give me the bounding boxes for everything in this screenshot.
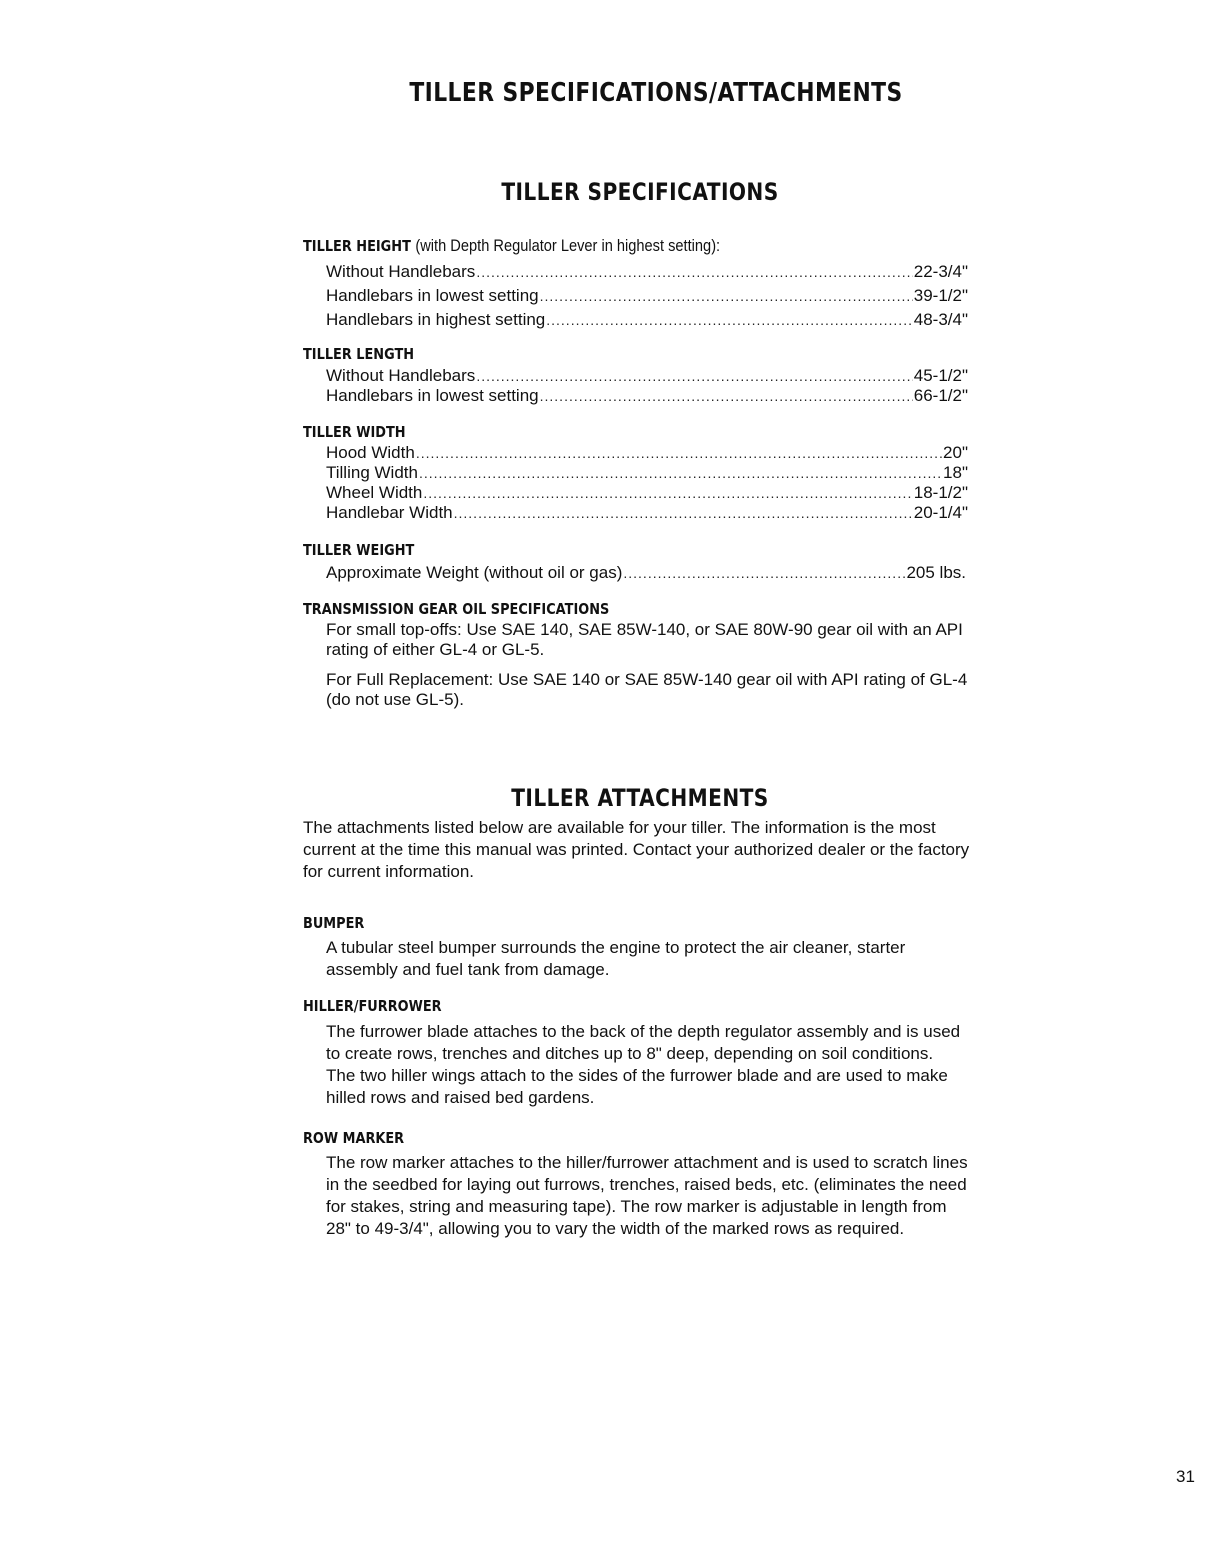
gear-oil-topoff: For small top-offs: Use SAE 140, SAE 85W-140, or SAE 80W-90 gear oil with an API rating of either GL-4 or GL-5. [326, 620, 963, 659]
spec-row [326, 483, 968, 503]
gear-oil-replacement: For Full Replacement: Use SAE 140 or SAE 85W-140 gear oil with API rating of GL-4 (do not use GL-5). [326, 670, 968, 709]
gear-oil-heading: TRANSMISSION GEAR OIL SPECIFICATIONS [303, 600, 610, 618]
spec-value: 205 lbs. [906, 563, 966, 582]
tiller-width-list [326, 443, 968, 523]
leader-dots [476, 262, 912, 282]
spec-label: Without Handlebars [326, 262, 476, 281]
spec-value: 22-3/4" [913, 262, 968, 281]
spec-row [326, 503, 968, 523]
attachments-title: TILLER ATTACHMENTS [511, 784, 769, 812]
tiller-weight-list [326, 563, 966, 583]
hiller-furrower-heading: HILLER/FURROWER [303, 997, 442, 1015]
tiller-height-label: TILLER HEIGHT [303, 237, 411, 255]
spec-label: Wheel Width [326, 483, 423, 502]
leader-dots [476, 366, 912, 386]
spec-row [326, 563, 966, 583]
leader-dots [454, 503, 913, 523]
tiller-width-heading: TILLER WIDTH [303, 423, 406, 441]
hiller-furrower-text: The furrower blade attaches to the back of the depth regulator assembly and is used to create rows, trenches and ditches up to 8" deep, depending on soil conditions. The two hiller wings attach to the sides of the furrower blade and are used to make hilled rows and raised bed gardens. [326, 1022, 961, 1107]
row-marker-text: The row marker attaches to the hiller/furrower attachment and is used to scratch lines in the seedbed for laying out furrows, trenches, raised beds, etc. (eliminates the need for stakes, string and measuring tape). The row marker is adjustable in length from 28" to 49-3/4", allowing you to vary the width of the marked rows as required. [326, 1153, 968, 1238]
bumper-heading: BUMPER [303, 914, 365, 932]
spec-value: 18" [943, 463, 968, 482]
leader-dots [623, 563, 905, 583]
specifications-title: TILLER SPECIFICATIONS [501, 178, 779, 206]
spec-row [326, 366, 968, 386]
spec-value: 45-1/2" [913, 366, 968, 385]
spec-label: Handlebars in highest setting [326, 310, 546, 329]
spec-value: 18-1/2" [913, 483, 968, 502]
spec-row [326, 310, 968, 330]
spec-label: Approximate Weight (without oil or gas) [326, 563, 623, 582]
leader-dots [546, 310, 913, 330]
page-number: 31 [1176, 1467, 1195, 1486]
spec-label: Handlebars in lowest setting [326, 286, 539, 305]
row-marker-heading: ROW MARKER [303, 1129, 405, 1147]
spec-value: 48-3/4" [913, 310, 968, 329]
spec-value: 66-1/2" [913, 386, 968, 405]
spec-value: 20" [943, 443, 968, 462]
tiller-length-heading: TILLER LENGTH [303, 345, 415, 363]
spec-row [326, 286, 968, 306]
bumper-text: A tubular steel bumper surrounds the engine to protect the air cleaner, starter assembly and fuel tank from damage. [326, 938, 906, 979]
tiller-height-list [326, 262, 968, 330]
spec-label: Handlebar Width [326, 503, 453, 522]
tiller-height-heading [303, 236, 720, 256]
spec-row [326, 386, 968, 406]
spec-value: 39-1/2" [913, 286, 968, 305]
spec-row [326, 463, 968, 483]
attachments-intro: The attachments listed below are available for your tiller. The information is the most current at the time this manual was printed. Contact your authorized dealer or the factory for current information. [303, 818, 970, 881]
spec-label: Tilling Width [326, 463, 418, 482]
page-title: TILLER SPECIFICATIONS/ATTACHMENTS [409, 78, 903, 108]
spec-label: Hood Width [326, 443, 415, 462]
spec-value: 20-1/4" [913, 503, 968, 522]
spec-row [326, 262, 968, 282]
tiller-height-note: (with Depth Regulator Lever in highest setting): [415, 236, 721, 255]
leader-dots [423, 483, 912, 503]
tiller-length-list [326, 366, 968, 406]
leader-dots [540, 286, 913, 306]
leader-dots [416, 443, 942, 463]
spec-row [326, 443, 968, 463]
leader-dots [540, 386, 913, 406]
spec-label: Without Handlebars [326, 366, 476, 385]
spec-label: Handlebars in lowest setting [326, 386, 539, 405]
leader-dots [419, 463, 942, 483]
tiller-weight-heading: TILLER WEIGHT [303, 541, 415, 559]
